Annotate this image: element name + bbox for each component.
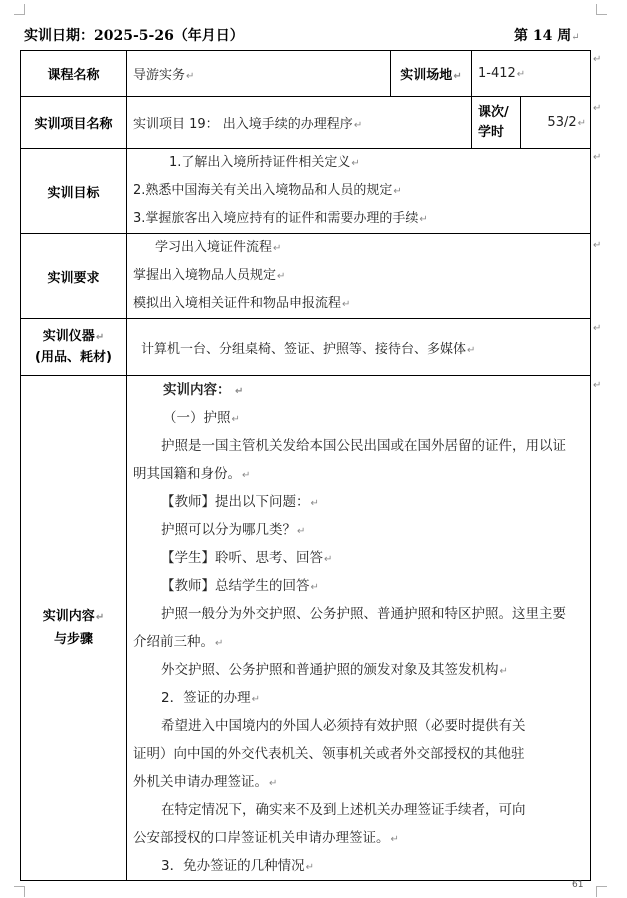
session-hours-value bbox=[521, 97, 591, 149]
content-line: 3．免办签证的几种情况↵ bbox=[161, 858, 314, 874]
week-number bbox=[514, 25, 580, 45]
content-steps-label: 实训内容↵ 与步骤 bbox=[21, 376, 127, 881]
equipment-text: 计算机一台、分组桌椅、签证、护照等、接待台、多媒体 bbox=[141, 341, 467, 357]
paragraph-mark: ↵ bbox=[467, 344, 476, 356]
goal-item: 1.了解出入境所持证件相关定义↵ bbox=[169, 155, 360, 170]
paragraph-mark: ↵ bbox=[516, 69, 526, 80]
content-label-line1: 实训内容 bbox=[42, 608, 95, 624]
requirement-item: 学习出入境证件流程↵ bbox=[155, 240, 282, 255]
crop-mark-bottom-right bbox=[596, 886, 607, 897]
goal-item: 3.掌握旅客出入境应持有的证件和需要办理的手续↵ bbox=[133, 211, 428, 226]
project-row bbox=[21, 97, 591, 149]
course-name-text: 导游实务 bbox=[133, 68, 186, 83]
goal-item: 2.熟悉中国海关有关出入境物品和人员的规定↵ bbox=[133, 183, 402, 198]
paragraph-mark: ↵ bbox=[577, 118, 587, 129]
course-name-value bbox=[127, 51, 391, 97]
goals-list bbox=[127, 149, 591, 234]
content-line: 护照可以分为哪几类？↵ bbox=[161, 522, 306, 538]
row-end-mark: ↵ bbox=[593, 54, 602, 65]
equipment-label: 实训仪器↵ (用品、耗材) bbox=[21, 319, 127, 376]
session-hours-label-line1: 课次/ bbox=[478, 104, 509, 120]
equipment-row bbox=[21, 319, 591, 376]
content-line: 2．签证的办理↵ bbox=[161, 690, 260, 706]
session-hours-text: 53/2 bbox=[547, 115, 577, 130]
venue-label bbox=[391, 51, 472, 97]
content-line: 【教师】提出以下问题：↵ bbox=[161, 494, 319, 510]
content-line: 【学生】聆听、思考、回答↵ bbox=[161, 550, 333, 566]
content-line: 在特定情况下，确实来不及到上述机关办理签证手续者，可向 bbox=[161, 802, 526, 818]
goals-row bbox=[21, 149, 591, 234]
content-line: 护照是一国主管机关发给本国公民出国或在国外居留的证件，用以证 bbox=[161, 438, 566, 454]
paragraph-mark: ↵ bbox=[453, 71, 462, 82]
venue-value bbox=[472, 51, 591, 97]
content-row bbox=[21, 376, 591, 881]
row-end-mark: ↵ bbox=[593, 103, 602, 114]
row-end-mark: ↵ bbox=[593, 152, 602, 163]
requirement-item: 模拟出入境相关证件和物品申报流程↵ bbox=[133, 296, 351, 311]
content-line: 明其国籍和身份。↵ bbox=[133, 466, 251, 482]
row-end-mark: ↵ bbox=[593, 323, 602, 334]
crop-mark-bottom-left bbox=[14, 886, 25, 897]
goals-label: 实训目标 bbox=[21, 149, 127, 234]
course-name-label: 课程名称 bbox=[21, 51, 127, 97]
week-number-text: 第 14 周 bbox=[514, 28, 572, 44]
session-hours-label bbox=[472, 97, 521, 149]
project-name-text: 实训项目 19： 出入境手续的办理程序 bbox=[133, 117, 353, 132]
session-hours-label-line2: 学时 bbox=[478, 124, 505, 140]
project-name-value bbox=[127, 97, 472, 149]
training-plan-table bbox=[20, 50, 591, 881]
venue-label-text: 实训场地 bbox=[400, 68, 453, 83]
content-line: 护照一般分为外交护照、公务护照、普通护照和特区护照。这里主要 bbox=[161, 606, 566, 622]
requirements-label: 实训要求 bbox=[21, 234, 127, 319]
content-line: 证明）向中国的外交代表机关、领事机关或者外交部授权的其他驻 bbox=[133, 746, 525, 762]
content-line: 外机关申请办理签证。↵ bbox=[133, 774, 278, 790]
page-number: 61 bbox=[572, 880, 584, 890]
row-end-mark: ↵ bbox=[593, 380, 602, 391]
paragraph-mark: ↵ bbox=[571, 32, 580, 43]
equipment-label-line1: 实训仪器 bbox=[42, 328, 95, 344]
course-row bbox=[21, 51, 591, 97]
content-line: 【教师】总结学生的回答↵ bbox=[161, 578, 319, 594]
content-line: 实训内容： ↵ bbox=[163, 382, 244, 398]
content-line: 希望进入中国境内的外国人必须持有效护照（必要时提供有关 bbox=[161, 718, 526, 734]
content-body bbox=[127, 376, 591, 881]
project-name-label: 实训项目名称 bbox=[21, 97, 127, 149]
venue-value-text: 1-412 bbox=[478, 66, 516, 81]
row-end-mark: ↵ bbox=[593, 240, 602, 251]
requirements-row bbox=[21, 234, 591, 319]
training-date: 实训日期：2025-5-26（年月日） bbox=[24, 28, 244, 44]
requirements-list bbox=[127, 234, 591, 319]
equipment-label-line2: (用品、耗材) bbox=[35, 349, 112, 365]
crop-mark-top-right bbox=[596, 4, 607, 15]
content-line: （一）护照↵ bbox=[163, 410, 240, 426]
content-line: 介绍前三种。↵ bbox=[133, 634, 224, 650]
equipment-value bbox=[127, 319, 591, 376]
crop-mark-top-left bbox=[14, 4, 25, 15]
paragraph-mark: ↵ bbox=[186, 71, 195, 82]
requirement-item: 掌握出入境物品人员规定↵ bbox=[133, 268, 286, 283]
content-label-line2: 与步骤 bbox=[53, 631, 93, 647]
content-line: 外交护照、公务护照和普通护照的颁发对象及其签发机构↵ bbox=[161, 662, 508, 678]
paragraph-mark: ↵ bbox=[353, 120, 363, 131]
content-line: 公安部授权的口岸签证机关申请办理签证。↵ bbox=[133, 830, 399, 846]
